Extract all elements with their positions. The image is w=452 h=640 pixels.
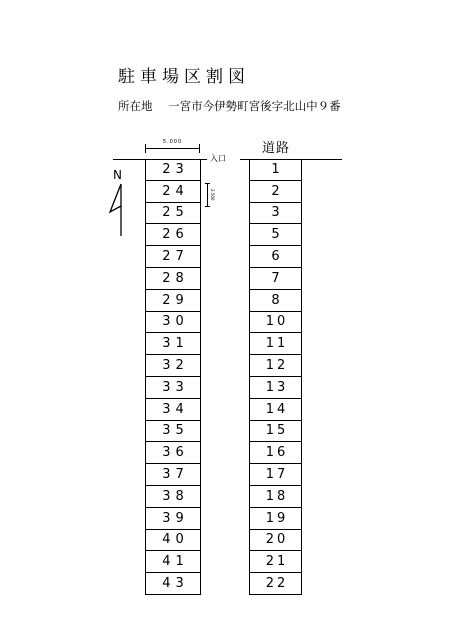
- parking-stall: 38: [146, 486, 200, 508]
- parking-stall: 21: [250, 551, 301, 573]
- parking-stall: 31: [146, 333, 200, 355]
- right-stall-column: [249, 159, 302, 595]
- parking-stall: 5: [250, 224, 301, 246]
- parking-stall: 33: [146, 377, 200, 399]
- stall-dimension-line: [207, 183, 208, 207]
- address-value: 一宮市今伊勢町宮後字北山中９番: [168, 99, 341, 113]
- parking-stall: 22: [250, 573, 301, 595]
- parking-stall: 13: [250, 377, 301, 399]
- parking-stall: 15: [250, 421, 301, 443]
- parking-stall: 14: [250, 399, 301, 421]
- parking-stall: 17: [250, 464, 301, 486]
- entrance-label: 入口: [210, 154, 226, 163]
- parking-stall: 1: [250, 159, 301, 181]
- parking-stall: 19: [250, 508, 301, 530]
- stall-dimension: [205, 183, 215, 207]
- parking-stall: 43: [146, 573, 200, 595]
- parking-stall: 23: [146, 159, 200, 181]
- parking-stall: 8: [250, 290, 301, 312]
- parking-stall: 27: [146, 246, 200, 268]
- address-label: 所在地: [118, 99, 153, 113]
- parking-stall: 16: [250, 442, 301, 464]
- parking-stall: 28: [146, 268, 200, 290]
- stall-dimension-cap-top: [205, 183, 210, 184]
- parking-stall: 30: [146, 312, 200, 334]
- parking-stall: 3: [250, 203, 301, 225]
- north-arrow-icon: [108, 168, 134, 240]
- parking-stall: 10: [250, 312, 301, 334]
- parking-stall: 40: [146, 530, 200, 552]
- parking-stall: 34: [146, 399, 200, 421]
- parking-stall: 2: [250, 181, 301, 203]
- parking-stall: 18: [250, 486, 301, 508]
- dimension-end-left: [145, 144, 146, 153]
- width-dimension-text: 5.000: [162, 139, 183, 145]
- parking-stall: 25: [146, 203, 200, 225]
- parking-stall: 29: [146, 290, 200, 312]
- parking-stall: 12: [250, 355, 301, 377]
- page-title: 駐車場区割図: [118, 67, 250, 87]
- parking-stall: 6: [250, 246, 301, 268]
- parking-stall: 39: [146, 508, 200, 530]
- width-dimension: [145, 139, 200, 153]
- stall-dimension-cap-bottom: [205, 206, 210, 207]
- left-stall-column: [145, 159, 201, 595]
- parking-stall: 37: [146, 464, 200, 486]
- north-arrow: [108, 168, 134, 240]
- parking-stall: 7: [250, 268, 301, 290]
- parking-stall: 41: [146, 551, 200, 573]
- parking-stall: 35: [146, 421, 200, 443]
- address-line: [118, 98, 341, 114]
- stall-dimension-text: 2.500: [210, 189, 215, 201]
- parking-stall: 36: [146, 442, 200, 464]
- parking-stall: 20: [250, 530, 301, 552]
- north-label: N: [113, 168, 122, 182]
- road-label: 道路: [262, 141, 291, 156]
- parking-stall: 11: [250, 333, 301, 355]
- dimension-end-right: [199, 144, 200, 153]
- parking-stall: 24: [146, 181, 200, 203]
- dimension-line: [145, 148, 200, 149]
- parking-stall: 32: [146, 355, 200, 377]
- parking-stall: 26: [146, 224, 200, 246]
